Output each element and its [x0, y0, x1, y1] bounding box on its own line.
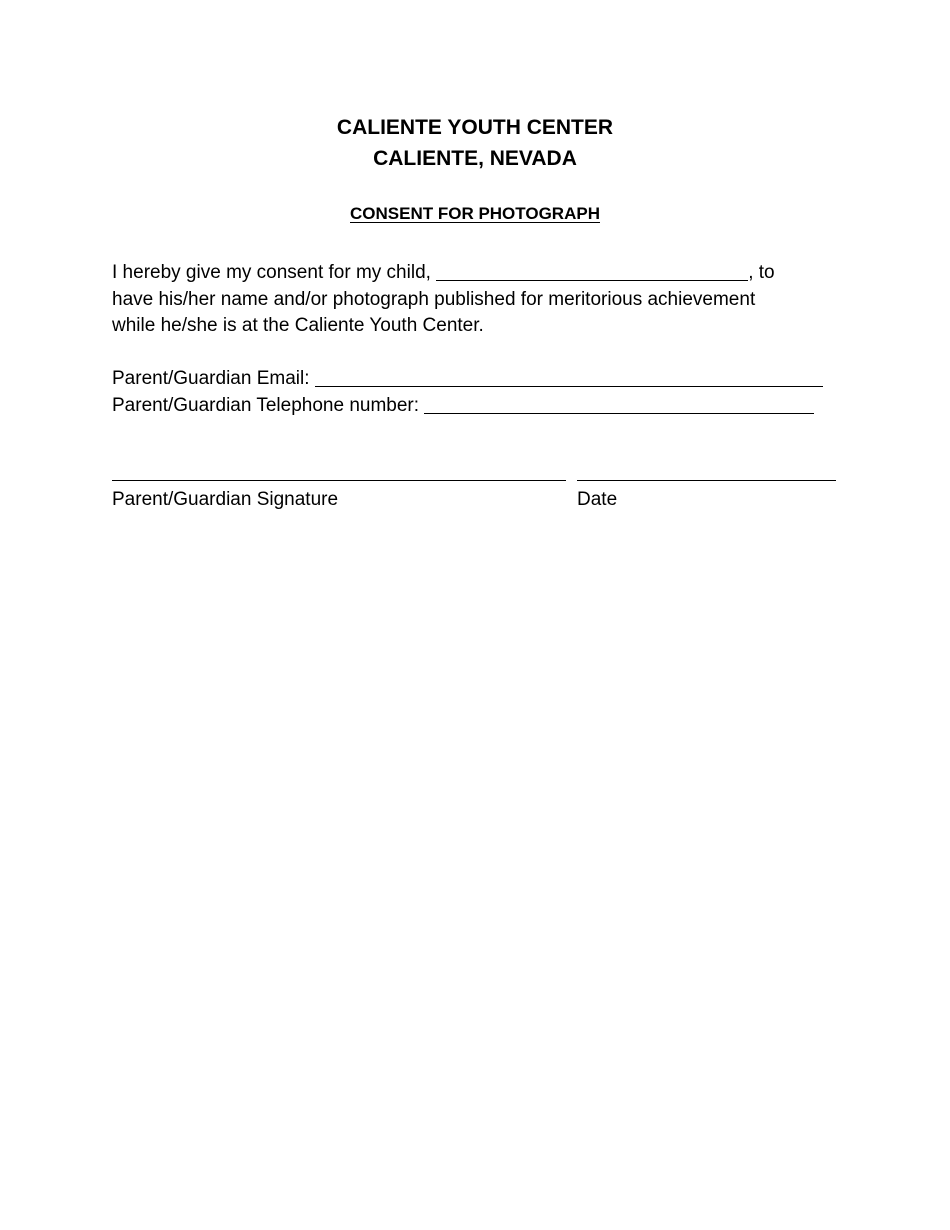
email-field[interactable] [315, 368, 823, 387]
organization-name: CALIENTE YOUTH CENTER [336, 116, 614, 139]
date-field[interactable] [577, 480, 836, 481]
signature-field[interactable] [112, 480, 566, 481]
phone-label: Parent/Guardian Telephone number: [112, 395, 420, 416]
consent-statement-line-1 [112, 261, 775, 285]
signature-label: Parent/Guardian Signature [112, 489, 339, 510]
consent-prefix: I hereby give my consent for my child, [112, 262, 431, 283]
consent-statement-line-3: while he/she is at the Caliente Youth Center. [112, 315, 484, 336]
date-label: Date [577, 489, 618, 510]
email-label: Parent/Guardian Email: [112, 368, 310, 389]
form-title: CONSENT FOR PHOTOGRAPH [350, 204, 600, 223]
phone-field[interactable] [424, 395, 814, 414]
consent-statement-line-2: have his/her name and/or photograph published for meritorious achievement [112, 289, 756, 310]
child-name-field[interactable] [436, 262, 748, 281]
phone-row [112, 394, 814, 418]
consent-suffix: , to [748, 262, 775, 283]
email-row [112, 367, 823, 391]
organization-location: CALIENTE, NEVADA [373, 147, 577, 170]
